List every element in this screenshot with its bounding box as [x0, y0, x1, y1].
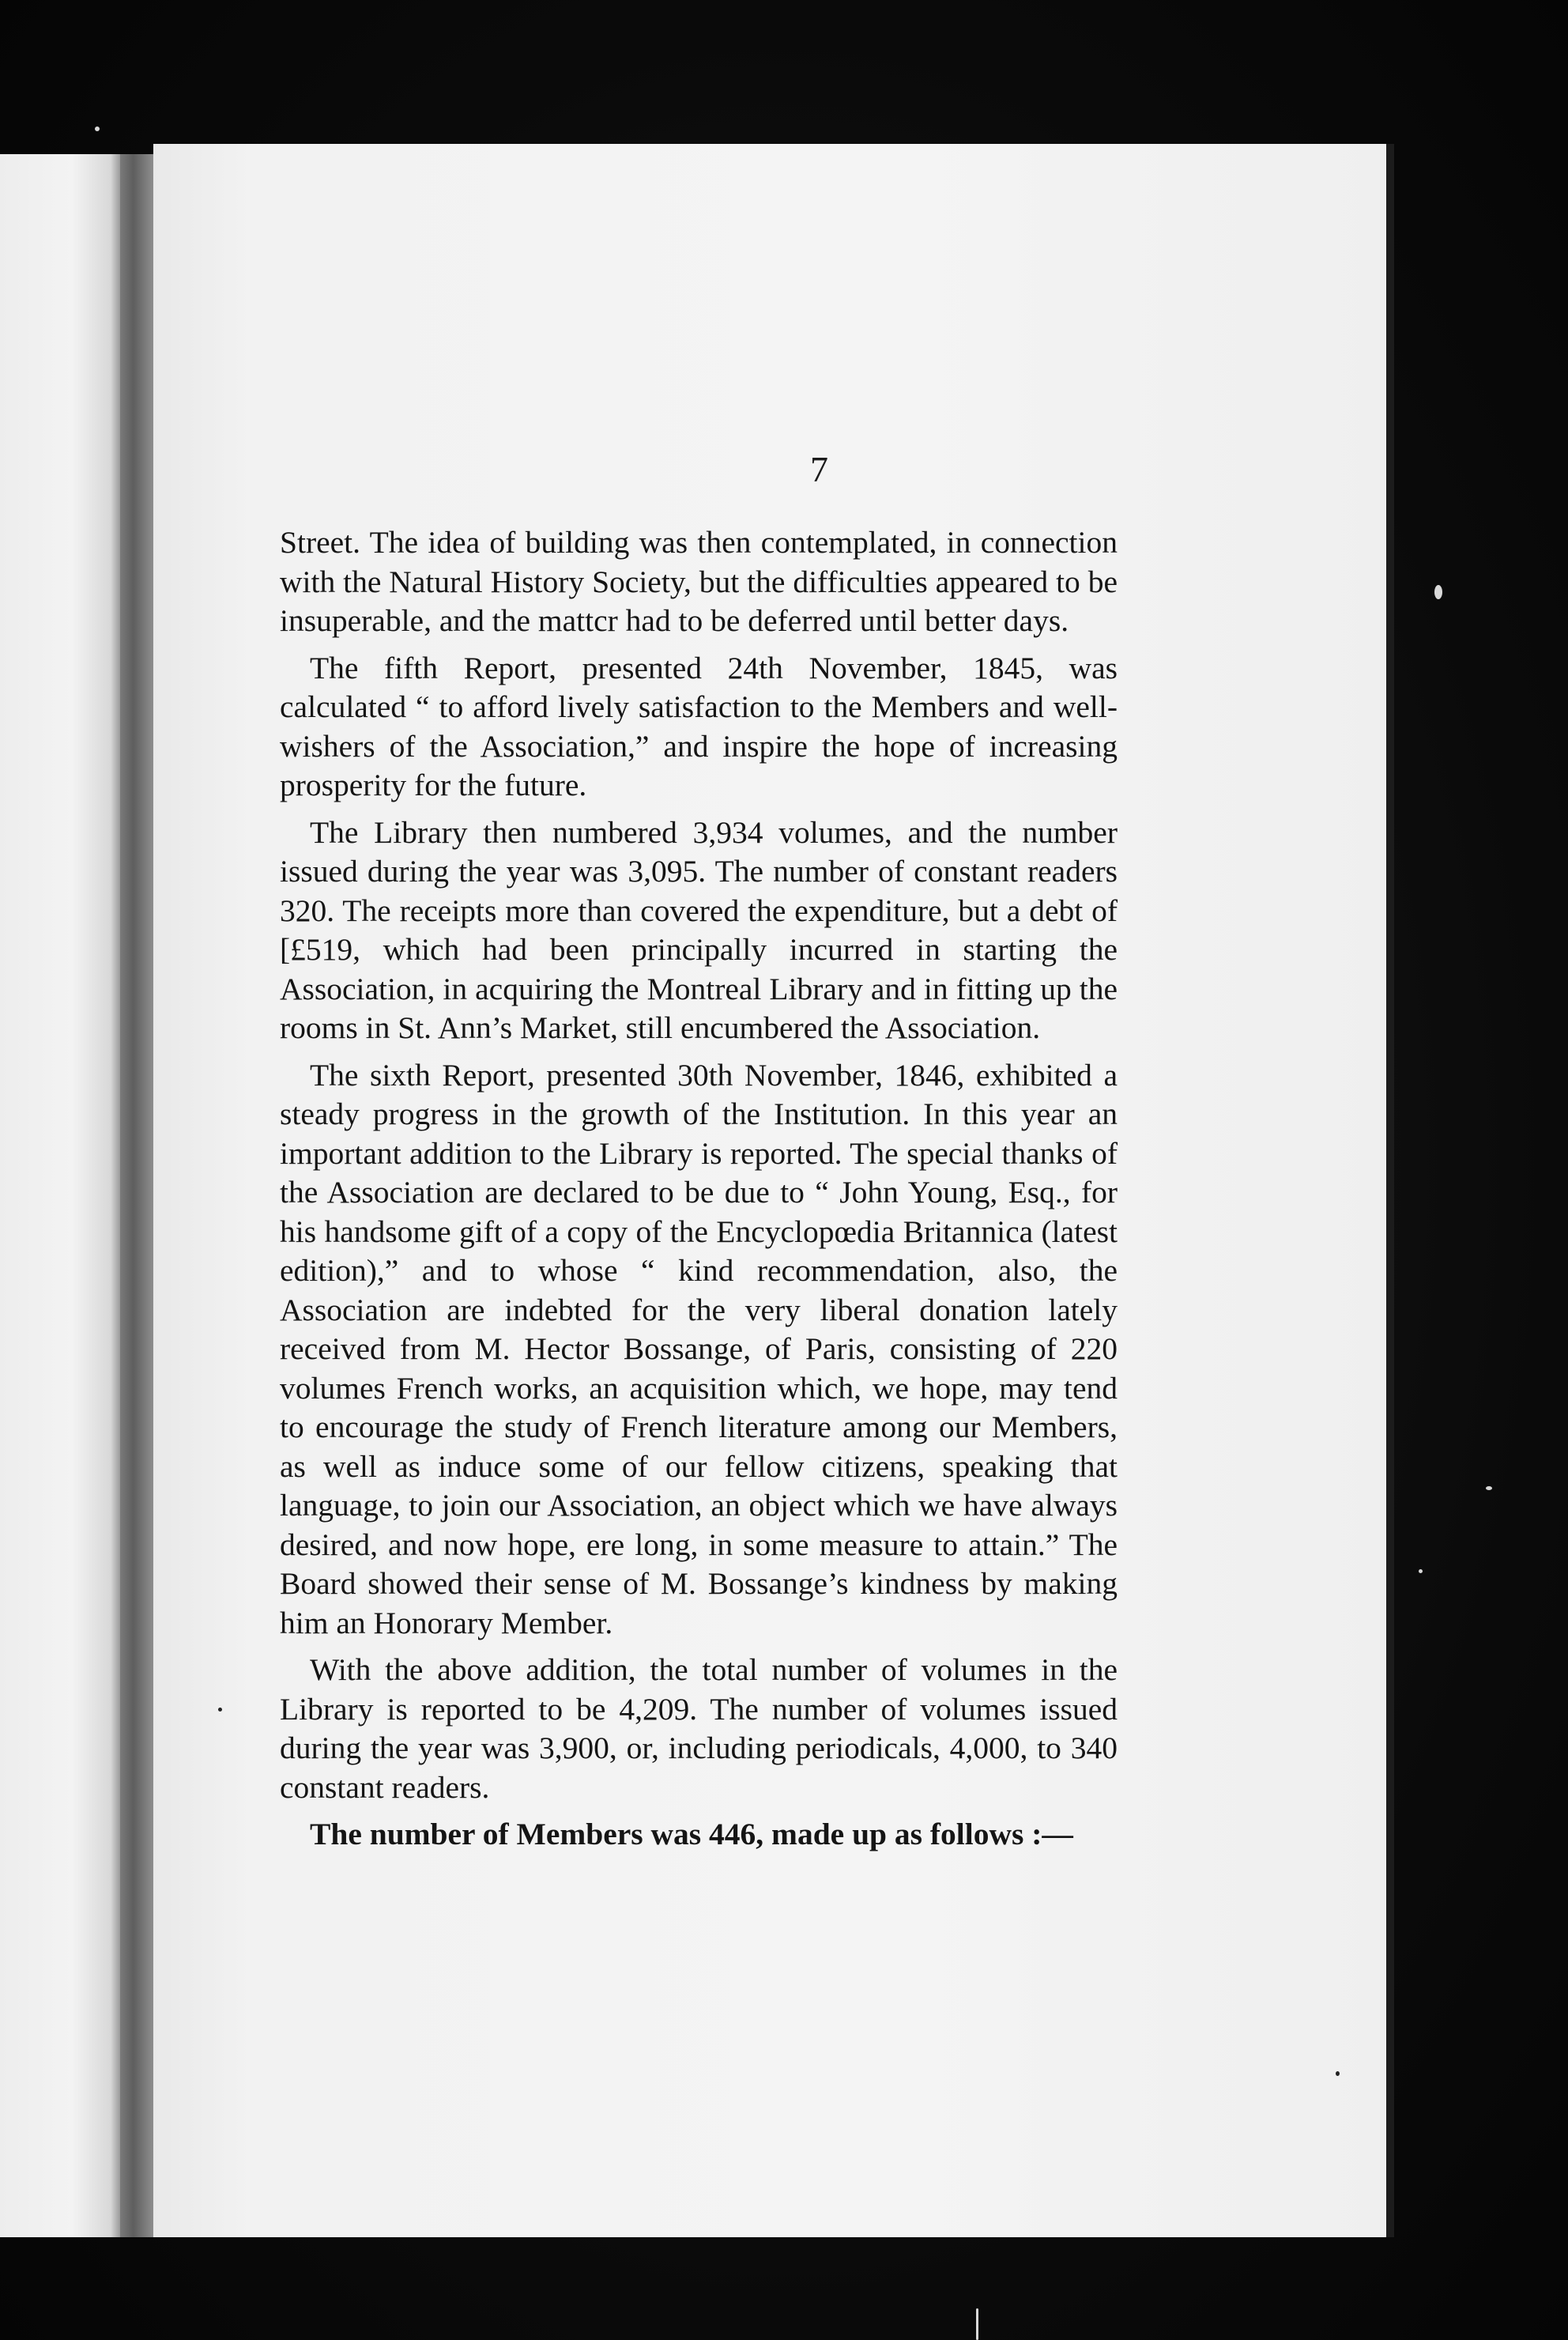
- scan-speck: [1434, 585, 1442, 599]
- body-text: [280, 523, 1118, 1863]
- paragraph-total-volumes: With the above addition, the total number of volumes in the Library is reported to be 4,209. The number of volumes issued during the year was 3,900, or, including periodicals, 4,000, to 340 constant readers.: [280, 1652, 1118, 1805]
- book-page: [153, 144, 1386, 2237]
- page-number: 7: [810, 449, 828, 489]
- scan-speck: [1486, 1486, 1492, 1490]
- facing-page-edge: [0, 154, 120, 2237]
- scan-speck: [1336, 2071, 1340, 2076]
- paragraph-sixth-report: The sixth Report, presented 30th November, 1846, exhibited a steady progress in the growth of the Institution. In this year an important addition to the Library is reported. The special thanks of the Association are declared to be due to “ John Young, Esq., for his handsome gift of a copy of the Encyclopœdia Britannica (latest edition),” and to whose “ kind recommendation, also, the Association are indebted for the very liberal donation lately received from M. Hector Bossange, of Paris, consisting of 220 volumes French works, an acquisition which, we hope, may tend to encourage the study of French literature among our Members, as well as induce some of our fellow citizens, speaking that language, to join our Association, an object which we have always desired, and now hope, ere long, in some measure to attain.” The Board showed their sense of M. Bossange’s kindness by making him an Honorary Member.: [280, 1057, 1118, 1640]
- scan-speck: [976, 2308, 978, 2340]
- scan-speck: [1419, 1569, 1423, 1573]
- paragraph-library-numbers: The Library then numbered 3,934 volumes, and the number issued during the year was 3,095. The number of constant readers 320. The receipts more than covered the expenditure, but a debt of [£519, which had been principally incurred in starting the Association, in acquiring the Montreal Library and in fitting up the rooms in St. Ann’s Market, still encumbered the Association.: [280, 814, 1118, 1045]
- book-gutter: [120, 154, 153, 2237]
- page-right-edge-shadow: [1386, 144, 1394, 2237]
- paragraph-fifth-report: The fifth Report, presented 24th November, 1845, was calculated “ to afford lively satisfaction to the Members and well-wishers of the Association,” and inspire the hope of increasing prosperity for the future.: [280, 650, 1118, 802]
- scan-speck: [218, 1708, 222, 1712]
- scan-speck: [95, 126, 100, 131]
- paragraph-continuation: Street. The idea of building was then contemplated, in connection with the Natural History Society, but the difficulties appeared to be insuperable, and the mattcr had to be deferred until better days.: [280, 525, 1118, 638]
- paragraph-members-count: The number of Members was 446, made up as follows :—: [310, 1817, 1073, 1851]
